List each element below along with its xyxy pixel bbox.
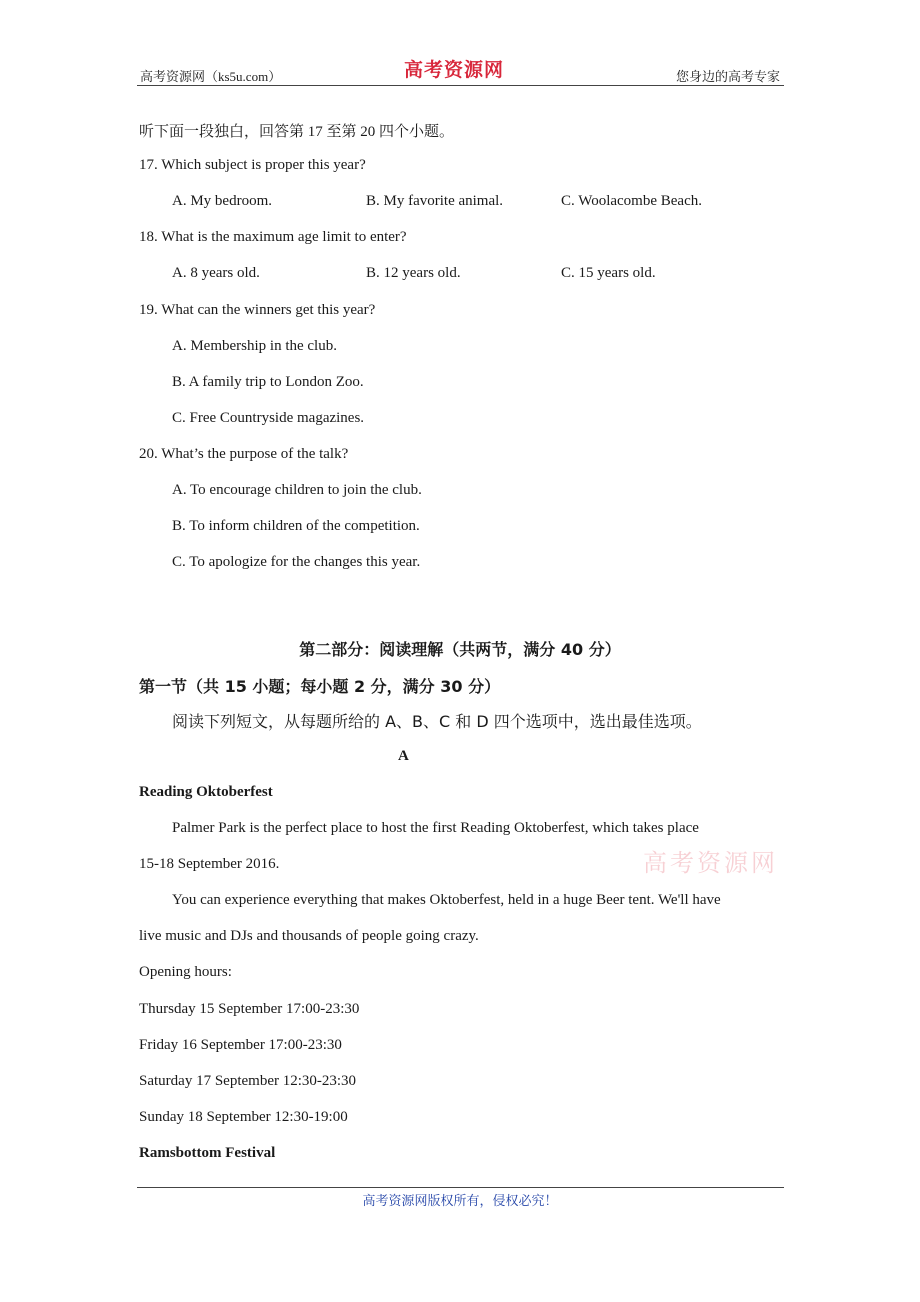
q20-option-a: A. To encourage children to join the club. <box>172 482 422 498</box>
header-left: 高考资源网（ks5u.com） <box>140 69 282 84</box>
q20-option-c: C. To apologize for the changes this year. <box>172 554 421 570</box>
hours-sunday: Sunday 18 September 12:30-19:00 <box>139 1109 348 1125</box>
q19-option-a: A. Membership in the club. <box>172 338 337 354</box>
question-20: 20. What’s the purpose of the talk? <box>139 446 349 462</box>
section-title: 第一节（共 15 小题；每小题 2 分，满分 30 分） <box>139 677 501 696</box>
question-17: 17. Which subject is proper this year? <box>139 157 366 173</box>
q19-option-b: B. A family trip to London Zoo. <box>172 374 364 390</box>
listening-intro: 听下面一段独白，回答第 17 至第 20 四个小题。 <box>139 124 455 140</box>
q18-option-a: A. 8 years old. <box>172 265 260 281</box>
header-rule <box>137 85 784 86</box>
paragraph-2-line-1: You can experience everything that makes Oktoberfest, held in a huge Beer tent. We'll have <box>172 892 721 908</box>
paragraph-1-line-2: 15-18 September 2016. <box>139 856 280 872</box>
q17-option-c: C. Woolacombe Beach. <box>561 193 702 209</box>
hours-friday: Friday 16 September 17:00-23:30 <box>139 1037 342 1053</box>
hours-thursday: Thursday 15 September 17:00-23:30 <box>139 1001 360 1017</box>
q18-option-c: C. 15 years old. <box>561 265 656 281</box>
header-right: 您身边的高考专家 <box>676 69 781 84</box>
footer-rule <box>137 1187 784 1188</box>
question-19: 19. What can the winners get this year? <box>139 302 376 318</box>
paragraph-1-line-1: Palmer Park is the perfect place to host the first Reading Oktoberfest, which takes place <box>172 820 699 836</box>
q17-option-b: B. My favorite animal. <box>366 193 504 209</box>
question-18: 18. What is the maximum age limit to enter? <box>139 229 407 245</box>
watermark: 高考资源网 <box>643 849 778 877</box>
opening-hours-label: Opening hours: <box>139 964 232 980</box>
paragraph-2-line-2: live music and DJs and thousands of people going crazy. <box>139 928 479 944</box>
event-title-oktoberfest: Reading Oktoberfest <box>139 784 273 800</box>
event-title-ramsbottom: Ramsbottom Festival <box>139 1145 276 1161</box>
part-title: 第二部分：阅读理解（共两节，满分 40 分） <box>299 640 621 659</box>
q19-option-c: C. Free Countryside magazines. <box>172 410 365 426</box>
q17-option-a: A. My bedroom. <box>172 193 272 209</box>
reading-instruction: 阅读下列短文，从每题所给的 A、B、C 和 D 四个选项中，选出最佳选项。 <box>172 712 702 731</box>
hours-saturday: Saturday 17 September 12:30-23:30 <box>139 1073 357 1089</box>
q20-option-b: B. To inform children of the competition. <box>172 518 420 534</box>
site-logo: 高考资源网 <box>404 59 505 81</box>
footer-copyright: 高考资源网版权所有，侵权必究！ <box>362 1193 558 1208</box>
passage-label: A <box>398 748 409 764</box>
q18-option-b: B. 12 years old. <box>366 265 461 281</box>
